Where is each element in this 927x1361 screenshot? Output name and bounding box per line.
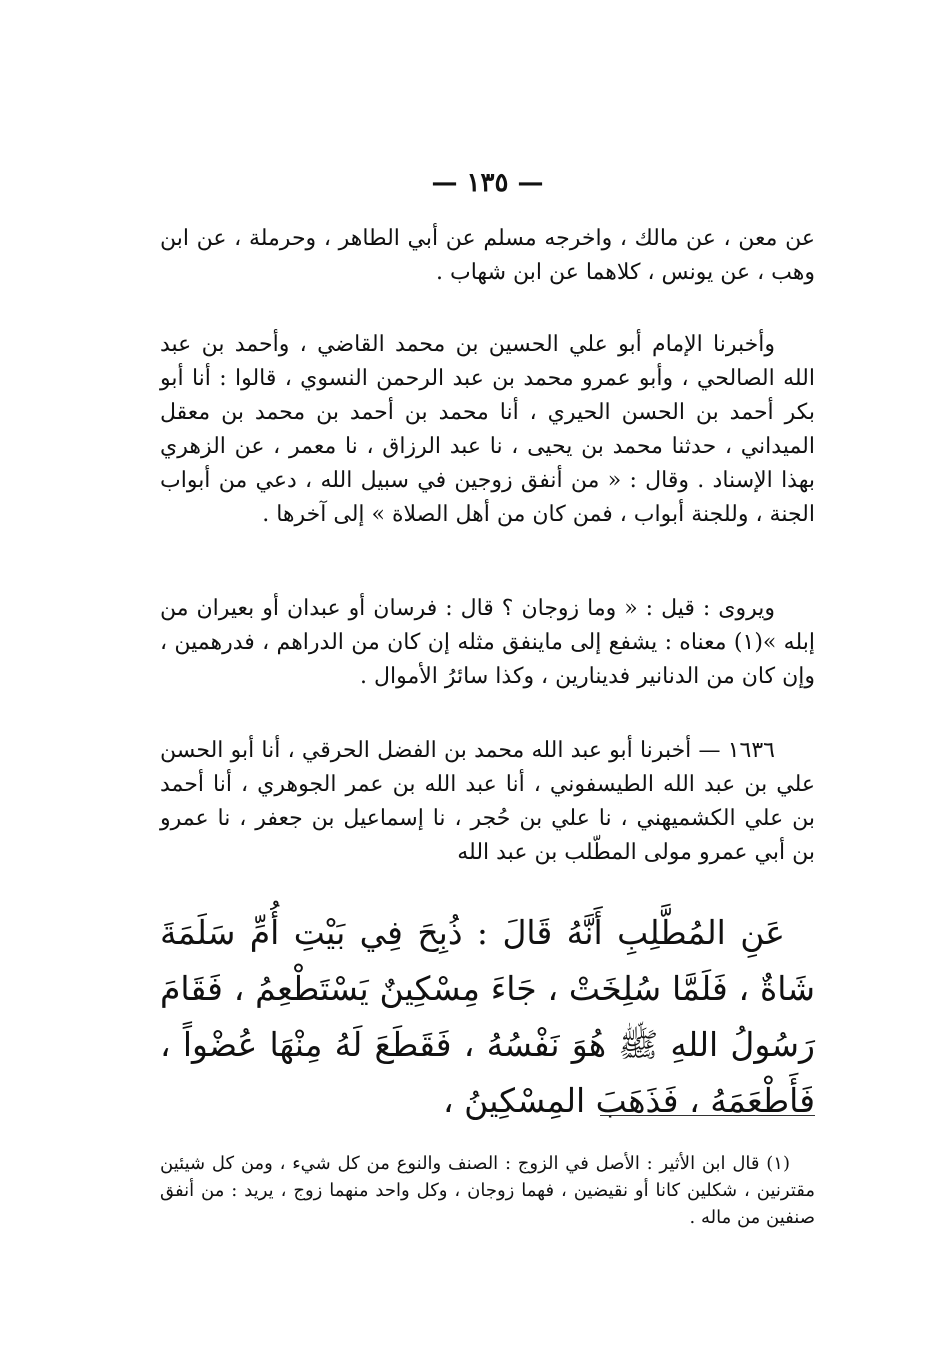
paragraph-hadith-chain: ١٦٣٦ — أخبرنا أبو عبد الله محمد بن الفضل الحرقي ، أنا أبو الحسن علي بن عبد الله الطيسفوني ، أنا عبد الله بن عمر الجوهري ، أنا أحمد بن علي الكشميهني ، نا علي بن حُجر ، نا إسماعيل بن جعفر ، نا عمرو بن أبي عمرو مولى المطّلب بن عبد الله	[160, 738, 815, 865]
paragraph: وأخبرنا الإمام أبو علي الحسين بن محمد القاضي ، وأحمد بن عبد الله الصالحي ، وأبو عمرو محمد بن عبد الرحمن النسوي ، قالوا : أنا أبو بكر أحمد بن الحسن الحيري ، أنا محمد بن أحمد بن محمد بن معقل الميداني ، حدثنا محمد بن يحيى ، نا عبد الرزاق ، نا معمر ، عن الزهري بهذا الإسناد . وقال : « من أنفق زوجين في سبيل الله ، دعي من أبواب الجنة ، وللجنة أبواب ، فمن كان من أهل الصلاة » إلى آخرها .	[160, 332, 815, 527]
paragraph: عن معن ، عن مالك ، واخرجه مسلم عن أبي الطاهر ، وحرملة ، عن ابن وهب ، عن يونس ، كلاهما عن ابن شهاب .	[160, 226, 815, 285]
paragraph: ويروى : قيل : « وما زوجان ؟ قال : فرسان أو عبدان أو بعيران من إبله »(١) معناه : يشفع إلى ماينفق مثله إن كان من الدراهم ، فدرهمين ، وإن كان من الدنانير فدينارين ، وكذا سائرُ الأموال .	[160, 596, 815, 689]
footnote-separator	[600, 1115, 815, 1116]
page-number: — ١٣٥ —	[431, 168, 544, 198]
hadith-text: عَنِ المُطَّلِبِ أَنَّهُ قَالَ : ذُبِحَ فِي بَيْتِ أُمِّ سَلَمَةَ شَاةٌ ، فَلَمَّا سُلِخَتْ ، جَاءَ مِسْكِينٌ يَسْتَطْعِمُ ، فَقَامَ رَسُولُ اللهِ ﷺ هُوَ نَفْسُهُ ، فَقَطَعَ لَهُ مِنْهَا عُضْواً ، فَأَطْعَمَهُ ، فَذَهَبَ المِسْكِينُ ،	[160, 913, 815, 1120]
footnote: (١) قال ابن الأثير : الأصل في الزوج : الصنف والنوع من كل شيء ، ومن كل شيئين مقترنين ، شكلين كانا أو نقيضين ، فهما زوجان ، وكل واحد منهما زوج ، يريد : من أنفق صنفين من ماله .	[160, 1153, 815, 1228]
document-page	[160, 0, 815, 1361]
